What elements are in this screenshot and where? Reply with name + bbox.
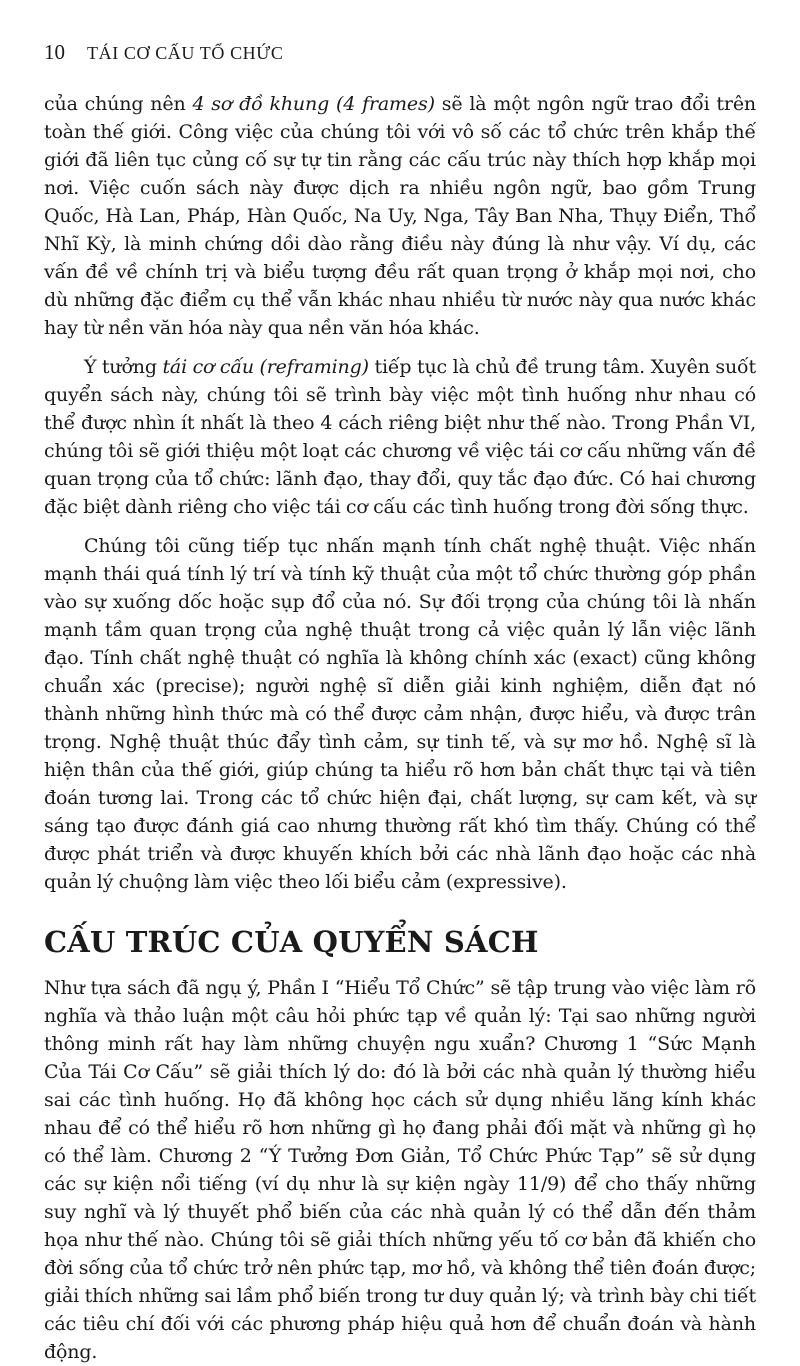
paragraph-2	[44, 353, 756, 521]
paragraph-2-text-start: Ý tưởng	[84, 356, 163, 378]
paragraph-1-italic-term: 4 sơ đồ khung (4 frames)	[192, 93, 435, 115]
running-title: TÁI CƠ CẤU TỔ CHỨC	[87, 43, 284, 63]
paragraph-2-italic-term: tái cơ cấu (reframing)	[162, 356, 369, 378]
section-heading: CẤU TRÚC CỦA QUYỂN SÁCH	[44, 925, 539, 959]
page-number: 10	[44, 40, 65, 64]
paragraph-1-text-start: của chúng nên	[44, 93, 193, 115]
paragraph-1-text-end: sẽ là một ngôn ngữ trao đổi trên toàn thế giới. Công việc của chúng tôi với vô số các tổ chức trên khắp thế giới đã liên tục củng cố sự tự tin rằng các cấu trúc này thích hợp khắp mọi nơi. Việc cuốn sách này được dịch ra nhiều ngôn ngữ, bao gồm Trung Quốc, Hà Lan, Pháp, Hàn Quốc, Na Uy, Nga, Tây Ban Nha, Thụy Điển, Thổ Nhĩ Kỳ, là minh chứng dồi dào rằng điều này đúng là như vậy. Ví dụ, các vấn đề về chính trị và biểu tượng đều rất quan trọng ở khắp mọi nơi, cho dù những đặc điểm cụ thể vẫn khác nhau nhiều từ nước này qua nước khác hay từ nền văn hóa này qua nền văn hóa khác.	[44, 93, 756, 339]
paragraph-2-text-end: tiếp tục là chủ đề trung tâm. Xuyên suốt quyển sách này, chúng tôi sẽ trình bày việc một tình huống như nhau có thể được nhìn ít nhất là theo 4 cách riêng biệt như thế nào. Trong Phần VI, chúng tôi sẽ giới thiệu một loạt các chương về việc tái cơ cấu những vấn đề quan trọng của tổ chức: lãnh đạo, thay đổi, quy tắc đạo đức. Có hai chương đặc biệt dành riêng cho việc tái cơ cấu các tình huống trong đời sống thực.	[44, 356, 757, 518]
running-header	[44, 40, 283, 65]
paragraph-1	[44, 90, 756, 342]
body-text	[44, 90, 756, 1366]
section-paragraph: Như tựa sách đã ngụ ý, Phần I “Hiểu Tổ Chức” sẽ tập trung vào việc làm rõ nghĩa và thảo luận một câu hỏi phức tạp về quản lý: Tại sao những người thông minh rất hay làm những chuyện ngu xuẩn? Chương 1 “Sức Mạnh Của Tái Cơ Cấu” sẽ giải thích lý do: đó là bởi các nhà quản lý thường hiểu sai các tình huống. Họ đã không học cách sử dụng nhiều lăng kính khác nhau để có thể hiểu rõ hơn những gì họ đang phải đối mặt và những gì họ có thể làm. Chương 2 “Ý Tưởng Đơn Giản, Tổ Chức Phức Tạp” sẽ sử dụng các sự kiện nổi tiếng (ví dụ như là sự kiện ngày 11/9) để cho thấy những suy nghĩ và lý thuyết phổ biến của các nhà quản lý có thể dẫn đến thảm họa như thế nào. Chúng tôi sẽ giải thích những yếu tố cơ bản đã khiến cho đời sống của tổ chức trở nên phức tạp, mơ hồ, và không thể tiên đoán được; giải thích những sai lầm phổ biến trong tư duy quản lý; và trình bày chi tiết các tiêu chí đối với các phương pháp hiệu quả hơn để chuẩn đoán và hành động.	[44, 977, 756, 1363]
paragraph-3: Chúng tôi cũng tiếp tục nhấn mạnh tính chất nghệ thuật. Việc nhấn mạnh thái quá tính lý trí và tính kỹ thuật của một tổ chức thường góp phần vào sự xuống dốc hoặc sụp đổ của nó. Sự đối trọng của chúng tôi là nhấn mạnh tầm quan trọng của nghệ thuật trong cả việc quản lý lẫn việc lãnh đạo. Tính chất nghệ thuật có nghĩa là không chính xác (exact) cũng không chuẩn xác (precise); người nghệ sĩ diễn giải kinh nghiệm, diễn đạt nó thành những hình thức mà có thể được cảm nhận, được hiểu, và được trân trọng. Nghệ thuật thúc đẩy tình cảm, sự tinh tế, và sự mơ hồ. Nghệ sĩ là hiện thân của thế giới, giúp chúng ta hiểu rõ hơn bản chất thực tại và tiên đoán tương lai. Trong các tổ chức hiện đại, chất lượng, sự cam kết, và sự sáng tạo được đánh giá cao nhưng thường rất khó tìm thấy. Chúng có thể được phát triển và được khuyến khích bởi các nhà lãnh đạo hoặc các nhà quản lý chuộng làm việc theo lối biểu cảm (expressive).	[44, 535, 756, 893]
